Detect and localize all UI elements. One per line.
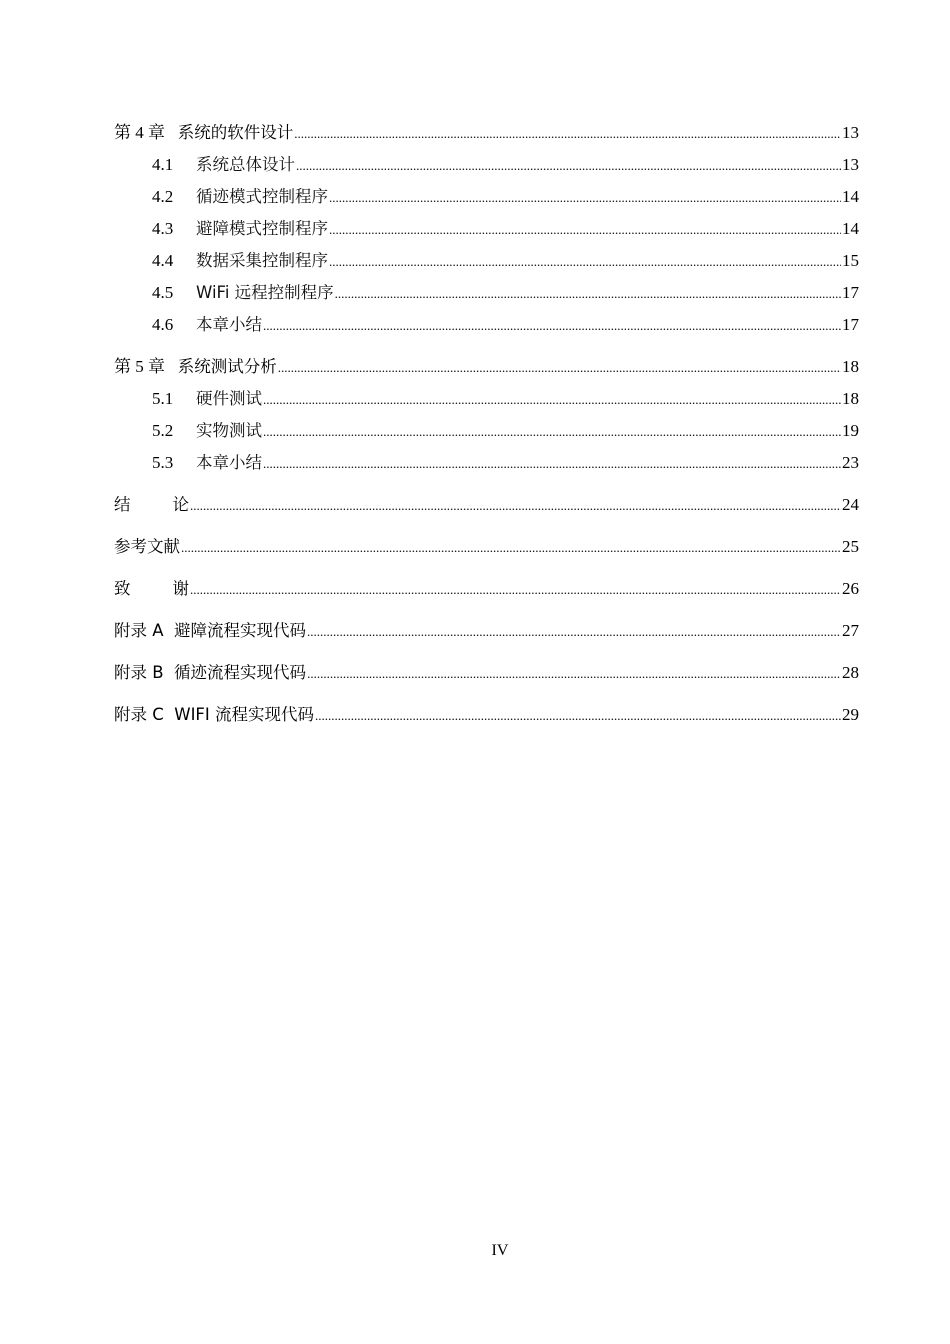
toc-entry-number: 4.1: [152, 155, 174, 174]
toc-entry-title: 循迹模式控制程序: [196, 187, 328, 206]
toc-entry-page: 17: [842, 315, 859, 334]
toc-entry-page: 15: [842, 251, 859, 270]
toc-entry-title: WiFi 远程控制程序: [196, 283, 334, 302]
toc-entry-title: 避障模式控制程序: [196, 219, 328, 238]
toc-leader-dots: [307, 658, 841, 690]
toc-entry-page: 14: [842, 219, 859, 238]
toc-leader-dots: [329, 182, 841, 214]
page-number-footer: IV: [491, 1242, 509, 1259]
toc-entry-appendix-a[interactable]: [114, 615, 859, 647]
toc-entry-chapter-4[interactable]: [114, 117, 859, 149]
toc-entry-title: 参考文献: [114, 537, 180, 556]
toc-leader-dots: [307, 616, 841, 648]
toc-entry-number: 4.3: [152, 219, 174, 238]
toc-entry-title: 附录 A 避障流程实现代码: [114, 621, 307, 640]
toc-entry-acknowledgements[interactable]: [114, 573, 859, 605]
toc-leader-dots: [335, 278, 841, 310]
toc-leader-dots: [263, 310, 841, 342]
toc-entry-page: 29: [842, 705, 859, 724]
toc-leader-dots: [190, 490, 841, 522]
toc-leader-dots: [263, 384, 841, 416]
toc-entry-title: 本章小结: [196, 315, 262, 334]
toc-entry-number: 4.4: [152, 251, 174, 270]
toc-entry-page: 27: [842, 621, 859, 640]
toc-entry-4-5[interactable]: [114, 277, 859, 309]
toc-entry-title: 附录 C WIFI 流程实现代码: [114, 705, 315, 724]
toc-entry-number: 4.5: [152, 283, 174, 302]
toc-entry-title: 系统总体设计: [196, 155, 295, 174]
toc-leader-dots: [329, 214, 841, 246]
toc-entry-page: 28: [842, 663, 859, 682]
toc-entry-title: 系统的软件设计: [177, 123, 294, 142]
toc-entry-title: 实物测试: [196, 421, 262, 440]
toc-entry-references[interactable]: [114, 531, 859, 563]
toc-entry-5-1[interactable]: [114, 383, 859, 415]
toc-leader-dots: [263, 448, 841, 480]
toc-entry-number: 第 5 章: [114, 357, 165, 376]
toc-entry-page: 26: [842, 579, 859, 598]
toc-leader-dots: [294, 118, 841, 150]
toc-leader-dots: [181, 532, 841, 564]
toc-entry-page: 13: [842, 155, 859, 174]
toc-entry-4-1[interactable]: [114, 149, 859, 181]
toc-leader-dots: [278, 352, 841, 384]
toc-leader-dots: [329, 246, 841, 278]
toc-entry-page: 17: [842, 283, 859, 302]
toc-entry-5-3[interactable]: [114, 447, 859, 479]
toc-entry-page: 18: [842, 389, 859, 408]
toc-entry-number: 4.6: [152, 315, 174, 334]
toc-entry-title: 硬件测试: [196, 389, 262, 408]
toc-entry-title: 附录 B 循迹流程实现代码: [114, 663, 307, 682]
toc-entry-chapter-5[interactable]: [114, 351, 859, 383]
toc-entry-number: 5.3: [152, 453, 174, 472]
toc-entry-5-2[interactable]: [114, 415, 859, 447]
toc-entry-page: 14: [842, 187, 859, 206]
toc-entry-number: 5.2: [152, 421, 174, 440]
toc-entry-page: 19: [842, 421, 859, 440]
toc-entry-4-2[interactable]: [114, 181, 859, 213]
toc-entry-number: 第 4 章: [114, 123, 165, 142]
toc-leader-dots: [315, 700, 841, 732]
toc-leader-dots: [296, 150, 841, 182]
toc-entry-title: 结 论: [114, 495, 189, 514]
toc-entry-page: 23: [842, 453, 859, 472]
toc-entry-title: 数据采集控制程序: [196, 251, 328, 270]
toc-entry-title: 本章小结: [196, 453, 262, 472]
toc-entry-title: 系统测试分析: [177, 357, 277, 376]
toc-entry-appendix-c[interactable]: [114, 699, 859, 731]
toc-entry-appendix-b[interactable]: [114, 657, 859, 689]
toc-entry-4-4[interactable]: [114, 245, 859, 277]
table-of-contents: [114, 117, 859, 731]
toc-entry-conclusion[interactable]: [114, 489, 859, 521]
toc-entry-number: 5.1: [152, 389, 174, 408]
toc-entry-page: 18: [842, 357, 859, 376]
toc-entry-page: 13: [842, 123, 859, 142]
toc-leader-dots: [263, 416, 841, 448]
toc-entry-title: 致 谢: [114, 579, 189, 598]
toc-entry-page: 25: [842, 537, 859, 556]
toc-entry-page: 24: [842, 495, 859, 514]
toc-entry-number: 4.2: [152, 187, 174, 206]
toc-entry-4-6[interactable]: [114, 309, 859, 341]
toc-leader-dots: [190, 574, 841, 606]
toc-entry-4-3[interactable]: [114, 213, 859, 245]
